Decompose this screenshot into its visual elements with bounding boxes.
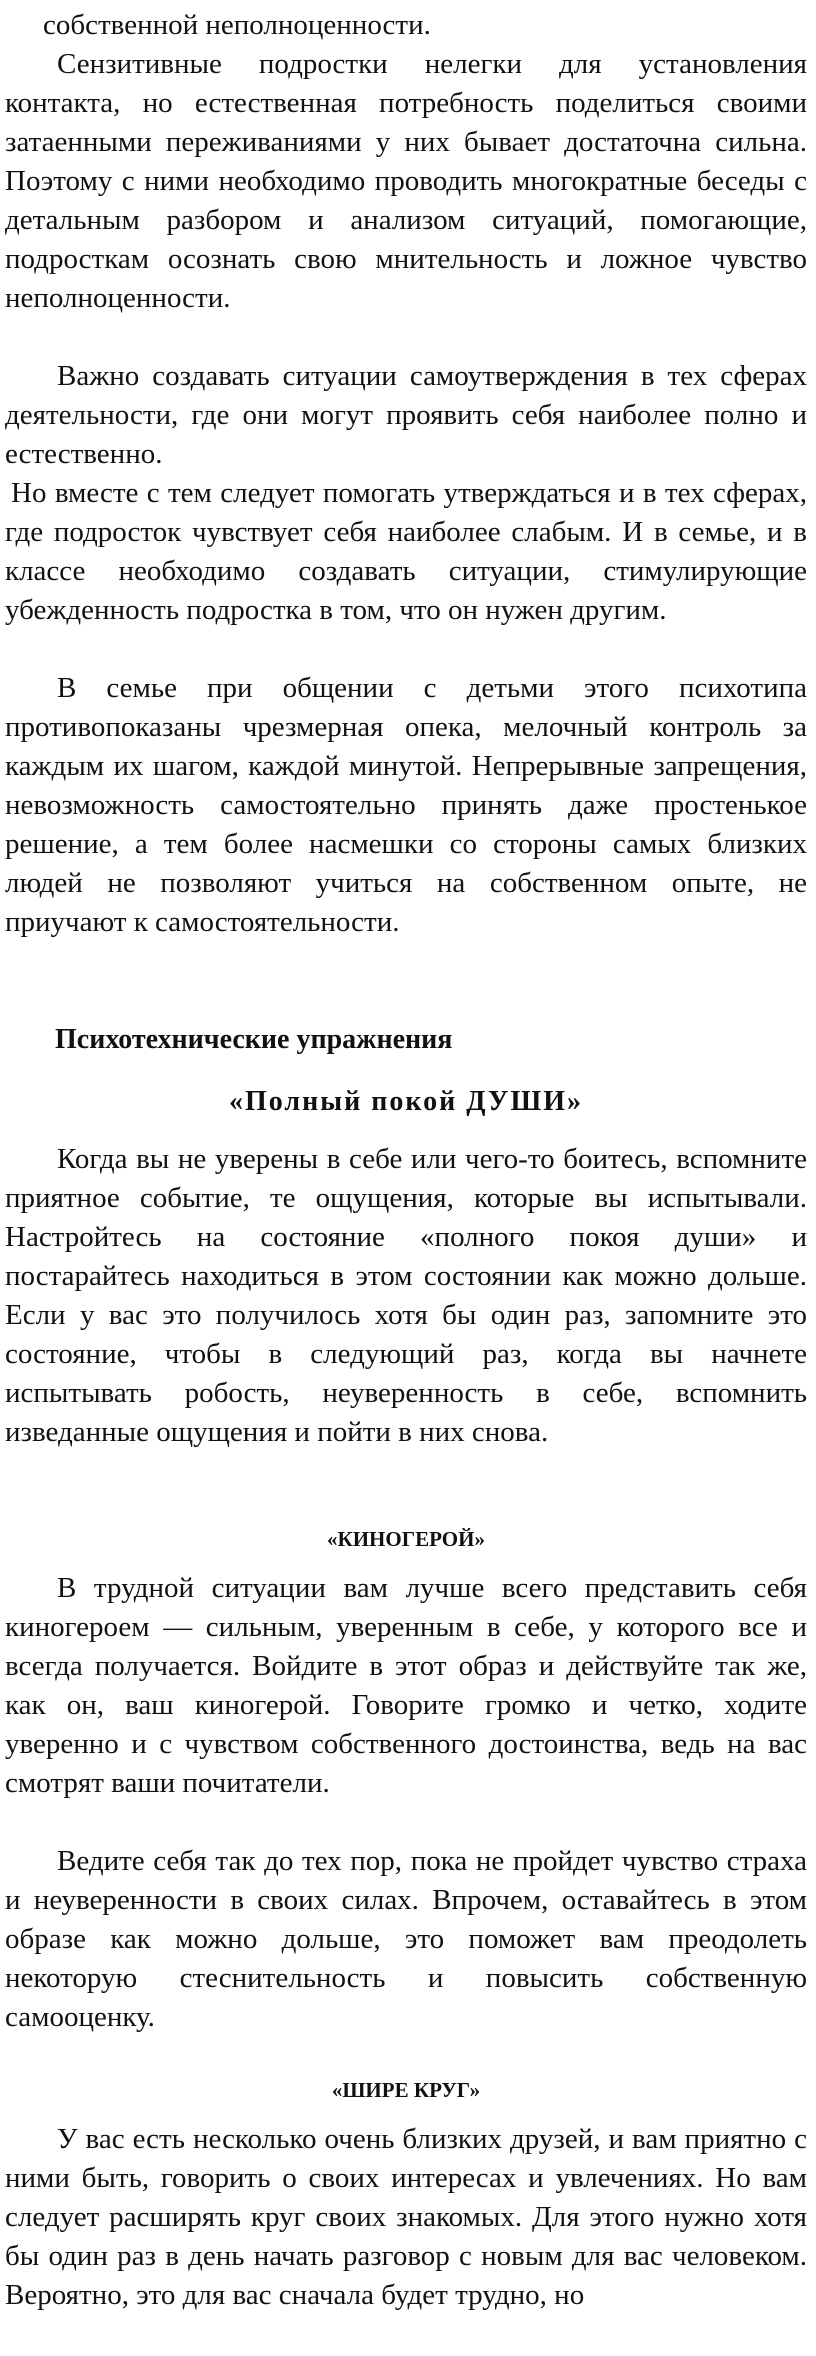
paragraph-continuation: собственной неполноценности. [43,9,431,41]
exercise-text-wider-circle: У вас есть несколько очень близких друзей, и вам приятно с ними быть, говорить о своих интересах и увлечениях. Но вам следует расширять круг своих знакомых. Для этого нужно хотя бы один раз в день начать разговор с новым для вас человеком. Вероятно, это для вас сначала будет трудно, но [5,2123,807,2311]
exercise-text-full-peace: Когда вы не уверены в себе или чего-то боитесь, вспомните приятное событие, те ощущения, которые вы испытывали. Настройтесь на состояние «полного покоя души» и постарайтесь находиться в этом состоянии как можно дольше. Если у вас это получилось хотя бы один раз, запомните это состояние, чтобы в следующий раз, когда вы начнете испытывать робость, неуверенность в себе, вспомнить изведанные ощущения и пойти в них снова. [5,1143,807,1448]
section-heading: Психотехнические упражнения [55,1024,453,1055]
paragraph-self-affirmation: Важно создавать ситуации самоутверждения в тех сферах деятельности, где они могут проявить себя наиболее полно и естественно. [5,360,807,470]
exercise-title-movie-hero: «КИНОГЕРОЙ» [327,1527,485,1551]
exercise-title-wider-circle: «ШИРЕ КРУГ» [331,2078,481,2102]
exercise-text-movie-hero-2: Ведите себя так до тех пор, пока не пройдет чувство страха и неуверенности в своих силах. Впрочем, оставайтесь в этом образе как можно дольше, это поможет вам преодолеть некоторую стеснительность и повысить собственную самооценку. [5,1845,807,2033]
paragraph-sensitive-teens: Сензитивные подростки нелегки для установления контакта, но естественная потребность поделиться своими затаенными переживаниями у них бывает достаточна сильна. Поэтому с ними необходимо проводить многократные беседы с детальным разбором и анализом ситуаций, помогающие, подросткам осознать свою мнительность и ложное чувство неполноценности. [5,48,807,314]
exercise-text-movie-hero-1: В трудной ситуации вам лучше всего представить себя киногероем — сильным, уверенным в себе, у которого все и всегда получается. Войдите в этот образ и действуйте так же, как он, ваш киногерой. Говорите громко и четко, ходите уверенно и с чувством собственного достоинства, ведь на вас смотрят ваши почитатели. [5,1572,807,1799]
paragraph-support-weak-areas: Но вместе с тем следует помогать утверждаться и в тех сферах, где подросток чувствует себя наиболее слабым. И в семье, и в классе необходимо создавать ситуации, стимулирующие убежденность подростка в том, что он нужен другим. [5,477,807,626]
exercise-title-full-peace: «Полный покой ДУШИ» [229,1086,583,1117]
paragraph-family-communication: В семье при общении с детьми этого психотипа противопоказаны чрезмерная опека, мелочный контроль за каждым их шагом, каждой минутой. Непрерывные запрещения, невозможность самостоятельно принять даже простенькое решение, а тем более насмешки со стороны самых близких людей не позволяют учиться на собственном опыте, не приучают к самостоятельности. [5,672,807,938]
